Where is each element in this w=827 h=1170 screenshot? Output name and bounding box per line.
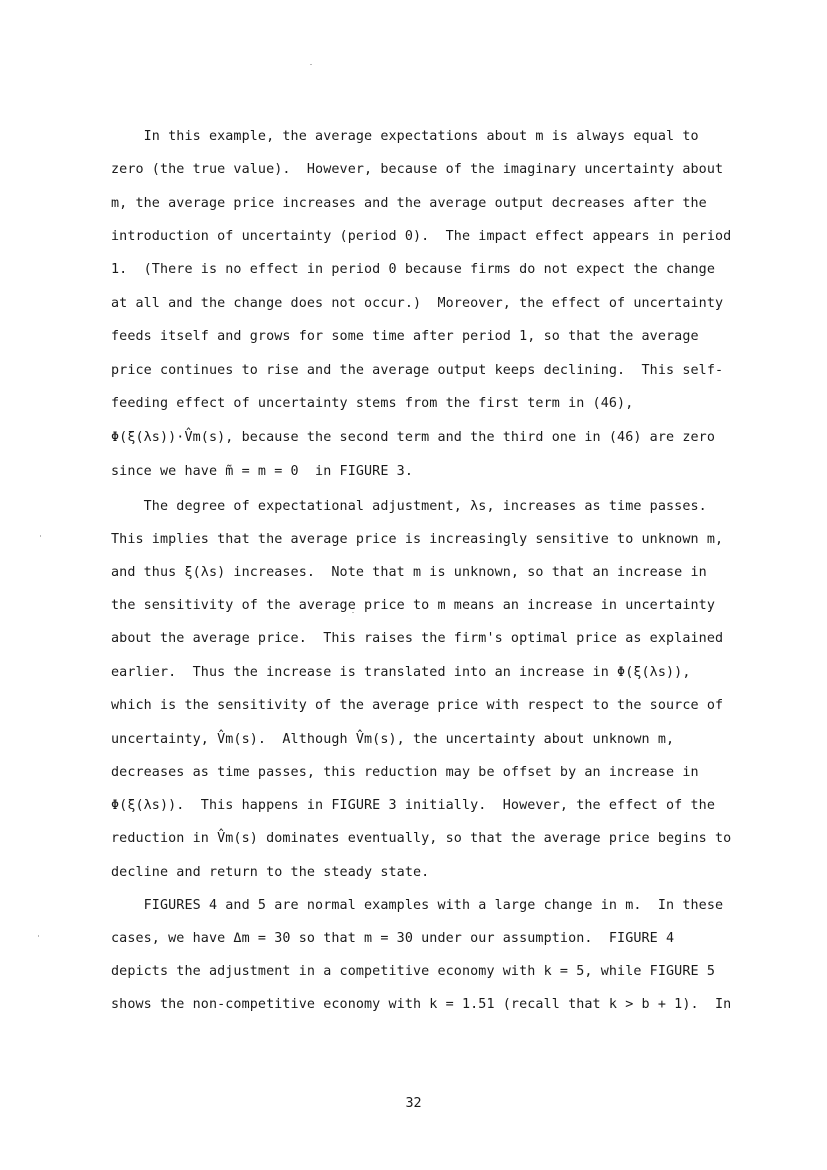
body-line: The degree of expectational adjustment, λs, increases as time passes. (111, 499, 707, 514)
body-line: uncertainty, V̂m(s). Although V̂m(s), the uncertainty about unknown m, (111, 732, 675, 747)
body-line: FIGURES 4 and 5 are normal examples with a large change in m. In these (111, 898, 724, 913)
body-line: Φ(ξ(λs)). This happens in FIGURE 3 initially. However, the effect of the (111, 798, 715, 813)
scan-speck (40, 535, 41, 537)
body-line: zero (the true value). However, because of the imaginary uncertainty about (111, 162, 724, 177)
body-line: cases, we have Δm = 30 so that m = 30 under our assumption. FIGURE 4 (111, 931, 675, 946)
body-line: since we have m̃ = m = 0 in FIGURE 3. (111, 464, 413, 479)
body-line: at all and the change does not occur.) Moreover, the effect of uncertainty (111, 296, 724, 311)
page-number: 32 (405, 1096, 422, 1111)
body-line: which is the sensitivity of the average price with respect to the source of (111, 698, 724, 713)
body-line: earlier. Thus the increase is translated into an increase in Φ(ξ(λs)), (111, 665, 691, 680)
body-line: the sensitivity of the average price to m means an increase in uncertainty (111, 598, 715, 613)
body-line: decreases as time passes, this reduction may be offset by an increase in (111, 765, 699, 780)
body-line: price continues to rise and the average output keeps declining. This self- (111, 363, 724, 378)
body-line: reduction in V̂m(s) dominates eventually, so that the average price begins to (111, 831, 732, 846)
body-line: depicts the adjustment in a competitive economy with k = 5, while FIGURE 5 (111, 964, 715, 979)
scan-speck (310, 64, 312, 65)
body-line: feeding effect of uncertainty stems from the first term in (46), (111, 396, 634, 411)
body-line: about the average price. This raises the firm's optimal price as explained (111, 631, 724, 646)
body-line: 1. (There is no effect in period 0 because firms do not expect the change (111, 262, 715, 277)
body-line: m, the average price increases and the average output decreases after the (111, 196, 707, 211)
body-line: decline and return to the steady state. (111, 865, 430, 880)
body-line: This implies that the average price is increasingly sensitive to unknown m, (111, 532, 724, 547)
body-line: Φ(ξ(λs))·V̂m(s), because the second term and the third one in (46) are zero (111, 430, 715, 445)
scan-speck (38, 935, 39, 937)
body-line: feeds itself and grows for some time after period 1, so that the average (111, 329, 699, 344)
body-line: shows the non-competitive economy with k = 1.51 (recall that k > b + 1). In (111, 997, 732, 1012)
body-line: and thus ξ(λs) increases. Note that m is unknown, so that an increase in (111, 565, 707, 580)
body-line: introduction of uncertainty (period 0). The impact effect appears in period (111, 229, 732, 244)
body-line: In this example, the average expectations about m is always equal to (111, 129, 699, 144)
